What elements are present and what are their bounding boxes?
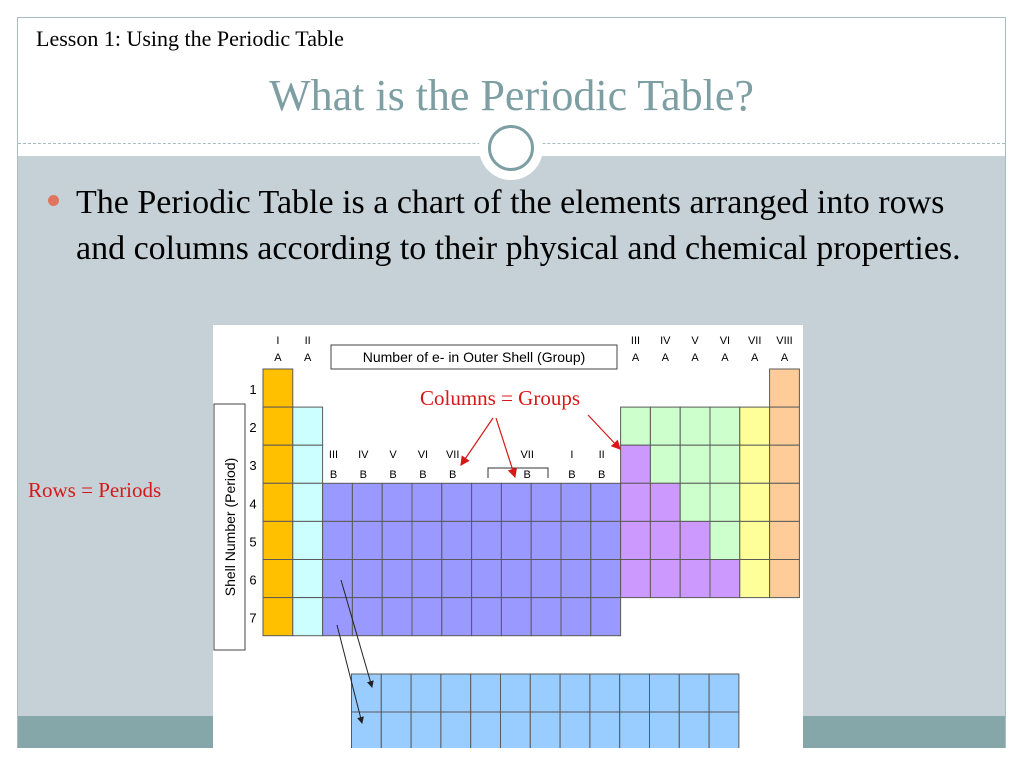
element-cell <box>770 521 800 559</box>
f-block-cell <box>352 712 382 748</box>
element-cell <box>472 483 502 521</box>
element-cell <box>263 369 293 407</box>
element-cell <box>442 521 472 559</box>
element-cell <box>561 560 591 598</box>
element-cell <box>352 483 382 521</box>
element-cell <box>293 521 323 559</box>
f-block-cell <box>590 674 620 712</box>
element-cell <box>650 560 680 598</box>
element-cell <box>710 407 740 445</box>
element-cell <box>680 445 710 483</box>
b-group-header-letter: B <box>449 469 457 481</box>
element-cell <box>501 598 531 636</box>
element-cell <box>293 407 323 445</box>
group-header-letter: A <box>274 352 282 364</box>
period-number: 1 <box>249 382 257 397</box>
b-group-header-letter: B <box>598 469 606 481</box>
f-block-cell <box>411 712 441 748</box>
element-cell <box>770 483 800 521</box>
element-cell <box>293 483 323 521</box>
element-cell <box>412 521 442 559</box>
columns-groups-label: Columns = Groups <box>419 386 581 410</box>
element-cell <box>472 560 502 598</box>
element-cell <box>352 521 382 559</box>
b-group-header-letter: B <box>329 469 338 481</box>
group-header-letter: A <box>691 352 699 364</box>
slide-title: What is the Periodic Table? <box>269 71 754 120</box>
element-cell <box>770 560 800 598</box>
element-cell <box>442 598 472 636</box>
f-block-cell <box>709 674 739 712</box>
b-group-header-roman: V <box>389 449 397 461</box>
element-cell <box>263 521 293 559</box>
b-group-header-roman: II <box>598 449 605 461</box>
f-block-cell <box>501 712 531 748</box>
f-block-cell <box>441 674 471 712</box>
element-cell <box>352 598 382 636</box>
element-cell <box>531 560 561 598</box>
f-block-cell <box>590 712 620 748</box>
element-cell <box>591 521 621 559</box>
element-cell <box>382 560 412 598</box>
b-group-header-letter: B <box>389 469 397 481</box>
element-cell <box>621 407 651 445</box>
divider-ring-icon <box>488 125 534 171</box>
f-block-cell <box>411 674 441 712</box>
f-block-cell <box>352 674 382 712</box>
f-block-cell <box>381 674 411 712</box>
group-bracket <box>488 468 548 478</box>
element-cell <box>740 521 770 559</box>
lesson-label: Lesson 1: Using the Periodic Table <box>36 26 344 51</box>
f-block-cell <box>620 712 650 748</box>
element-cell <box>621 560 651 598</box>
element-cell <box>412 560 442 598</box>
element-cell <box>710 521 740 559</box>
b-group-header-letter: B <box>568 469 576 481</box>
element-cell <box>770 407 800 445</box>
element-cell <box>263 407 293 445</box>
element-cell <box>382 483 412 521</box>
element-cell <box>680 560 710 598</box>
f-block-cell <box>530 674 560 712</box>
element-cell <box>472 521 502 559</box>
element-cell <box>710 483 740 521</box>
f-block-cell <box>560 712 590 748</box>
b-group-header-letter: B <box>359 469 367 481</box>
element-cell <box>591 560 621 598</box>
element-cell <box>650 483 680 521</box>
element-cell <box>442 560 472 598</box>
element-cell <box>501 560 531 598</box>
periodic-table-svg <box>213 325 803 748</box>
group-header-roman: III <box>630 335 641 347</box>
element-cell <box>501 521 531 559</box>
group-label-text: Number of e- in Outer Shell (Group) <box>362 349 586 365</box>
b-group-header-letter: B <box>419 469 427 481</box>
f-block-cell <box>501 674 531 712</box>
period-number: 2 <box>249 420 257 436</box>
element-cell <box>531 483 561 521</box>
bullet-dot-icon <box>48 195 59 206</box>
element-cell <box>650 521 680 559</box>
group-header-roman: VIII <box>776 335 793 347</box>
b-group-header-roman: VI <box>417 449 429 461</box>
element-cell <box>382 598 412 636</box>
element-cell <box>412 598 442 636</box>
element-cell <box>323 483 353 521</box>
periodic-table-diagram <box>213 325 803 748</box>
element-cell <box>621 445 651 483</box>
group-header-letter: A <box>780 352 789 364</box>
element-cell <box>263 483 293 521</box>
group-header-roman: VII <box>747 335 762 347</box>
element-cell <box>382 521 412 559</box>
element-cell <box>650 407 680 445</box>
columns-arrow-3 <box>588 415 620 449</box>
group-header-roman: VI <box>719 335 731 347</box>
element-cell <box>561 483 591 521</box>
group-header-letter: A <box>661 352 669 364</box>
element-cell <box>293 560 323 598</box>
group-header-letter: A <box>304 352 312 364</box>
period-number: 5 <box>249 534 257 550</box>
element-cell <box>561 521 591 559</box>
f-block-cell <box>620 674 650 712</box>
element-cell <box>531 598 561 636</box>
group-header-roman: II <box>304 335 311 347</box>
element-cell <box>740 445 770 483</box>
b-group-header-roman: VII <box>445 449 460 461</box>
element-cell <box>263 560 293 598</box>
f-block-cell <box>650 712 680 748</box>
element-cell <box>680 521 710 559</box>
b-group-header-roman: VII <box>520 449 534 461</box>
group-header-letter: A <box>721 352 729 364</box>
element-cell <box>710 445 740 483</box>
period-number: 4 <box>249 496 257 512</box>
f-block-cell <box>381 712 411 748</box>
group-header-roman: I <box>276 335 280 347</box>
period-number: 3 <box>249 458 257 474</box>
f-block-cell <box>471 674 501 712</box>
f-block-cell <box>560 674 590 712</box>
element-cell <box>263 598 293 636</box>
element-cell <box>710 560 740 598</box>
element-cell <box>621 483 651 521</box>
rows-periods-label: Rows = Periods <box>28 478 162 502</box>
period-number: 6 <box>249 572 257 588</box>
element-cell <box>293 598 323 636</box>
element-cell <box>740 407 770 445</box>
f-block-cell <box>471 712 501 748</box>
element-cell <box>323 521 353 559</box>
shell-axis-label: Shell Number (Period) <box>222 457 238 597</box>
element-cell <box>770 369 800 407</box>
element-cell <box>740 483 770 521</box>
element-cell <box>442 483 472 521</box>
element-cell <box>561 598 591 636</box>
columns-arrow-1 <box>461 418 493 465</box>
f-block-cell <box>679 674 709 712</box>
element-cell <box>621 521 651 559</box>
element-cell <box>352 560 382 598</box>
group-header-letter: A <box>631 352 640 364</box>
element-cell <box>770 445 800 483</box>
f-block-cell <box>650 674 680 712</box>
bullet-text: The Periodic Table is a chart of the elements arranged into rows and columns according to their physical and chemical properties. <box>76 184 961 267</box>
b-group-header-roman: III <box>328 449 339 461</box>
f-block-cell <box>709 712 739 748</box>
group-header-letter: A <box>751 352 759 364</box>
element-cell <box>680 483 710 521</box>
group-header-roman: IV <box>660 335 671 347</box>
element-cell <box>591 483 621 521</box>
f-block-cell <box>441 712 471 748</box>
b-group-header-roman: IV <box>358 449 369 461</box>
element-cells <box>263 369 799 748</box>
b-group-header-roman: I <box>570 449 574 461</box>
element-cell <box>531 521 561 559</box>
period-number: 7 <box>249 610 257 626</box>
element-cell <box>263 445 293 483</box>
element-cell <box>650 445 680 483</box>
f-block-cell <box>530 712 560 748</box>
element-cell <box>412 483 442 521</box>
group-header-roman: V <box>691 335 699 347</box>
f-block-cell <box>679 712 709 748</box>
b-group-header-letter: B <box>523 469 531 481</box>
element-cell <box>680 407 710 445</box>
element-cell <box>472 598 502 636</box>
element-cell <box>501 483 531 521</box>
element-cell <box>323 560 353 598</box>
element-cell <box>591 598 621 636</box>
element-cell <box>740 560 770 598</box>
element-cell <box>293 445 323 483</box>
